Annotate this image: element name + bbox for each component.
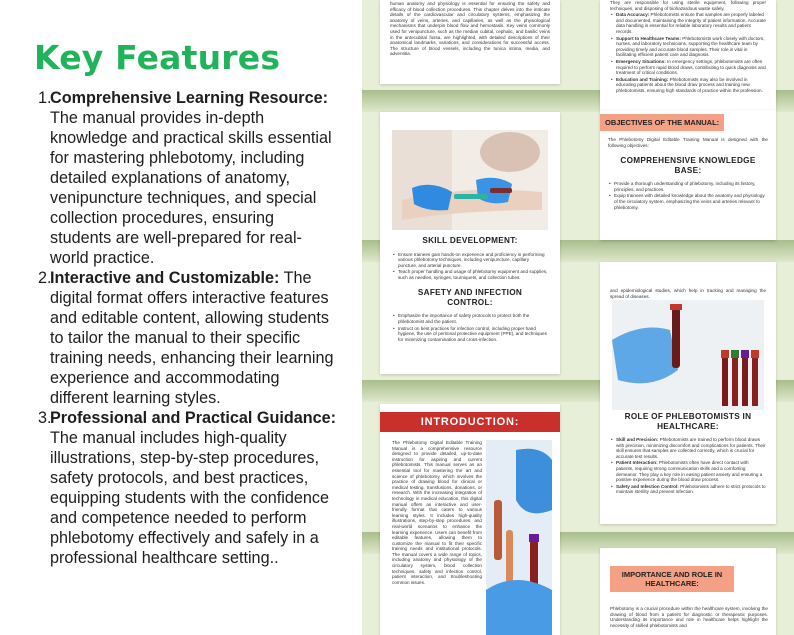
bullet-item: • Equip trainees with detailed knowledge about the anatomy and physiology of the circulatory system, emphasizing the veins and arteries relevant to phlebotomy. — [608, 193, 768, 210]
bullet-item — [610, 59, 766, 76]
bullet-text: In emergency settings, phlebotomists are often required to perform rapid blood draws, contributing to quick diagnosis and treatment of critical conditions. — [616, 58, 766, 76]
blood-tubes-photo — [612, 300, 764, 410]
objectives-heading: OBJECTIVES OF THE MANUAL: — [600, 114, 724, 131]
bullet-text: Phlebotomists work closely with doctors, nurses, and laboratory technicians, supporting the healthcare team by providing timely and accurate blood samples. Their role is vital in facilitating efficient patient care and diagnosis. — [616, 35, 765, 58]
bullet-item — [610, 460, 766, 482]
manual-page-anatomy — [380, 0, 560, 84]
importance-heading: IMPORTANCE AND ROLE IN HEALTHCARE: — [610, 566, 734, 592]
bullet-label: Patient Interaction: — [616, 460, 658, 466]
feature-number: 1. — [38, 89, 52, 107]
feature-text: The manual provides in-depth knowledge and practical skills essential for mastering phlebotomy, including detailed explanations of anatomy, venipuncture techniques, and special collection procedures, ensuring students are well-prepared for real-world practice. — [50, 109, 332, 267]
manual-pages-collage — [362, 0, 794, 635]
bullet-item — [610, 484, 766, 495]
manual-page-skills — [380, 112, 560, 374]
feature-title: Comprehensive Learning Resource: — [50, 89, 328, 107]
bullet-label: Emergency Situations: — [616, 58, 666, 64]
features-list — [38, 88, 338, 568]
lab-tubes-photo — [486, 440, 552, 635]
safety-heading: SAFETY AND INFECTION CONTROL: — [417, 288, 523, 307]
importance-text: Phlebotomy is a crucial procedure within the healthcare system, involving the drawing of blood from a patient for diagnostic or therapeutic purposes. Understanding its importance and role in healthcare helps highlight the necessity of skilled phlebotomists and — [610, 606, 768, 628]
feature-text: The manual includes high-quality illustrations, step-by-step procedures, safety protocols, and best practices, equipping students with the confidence and competence needed to perform phlebotomy effectively and safely in a professional healthcare setting.. — [50, 429, 329, 567]
bullet-item: • Emphasize the importance of safety protocols to protect both the phlebotomist and the patient. — [392, 313, 548, 324]
anatomy-text: human anatomy and physiology is essential for ensuring the safety and efficacy of blood collection procedures. This chapter delves into the intricate details of the cardiovascular and circulatory systems, emphasizing the anatomy of veins, arteries, and capillaries, as well as the physiological mechanisms that underpin blood flow and hemostasis. Key veins commonly used for venipuncture, such as the median cubital, cephalic, and basilic veins in the antecubital fossa, are highlighted, with detailed descriptions of their anatomical landmarks, variations, and considerations for successful access. The structure of blood vessels, including the tunica intima, media, and adventitia. — [390, 1, 550, 57]
manual-page-introduction — [380, 404, 560, 635]
bullet-text: Phlebotomists adhere to strict protocols to maintain sterility and prevent infection. — [616, 483, 766, 495]
feature-number: 3. — [38, 409, 52, 427]
blood-tubes-illustration — [612, 300, 764, 410]
introduction-text: The Phlebotomy Digital Editable Training Manual is a comprehensive resource designed to provide detailed, up-to-date instruction for aspiring and current phlebotomists. This manual serves as an essential tool for mastering the art and science of phlebotomy, which involves the practice of drawing blood for clinical or medical testing, transfusions, donations, or research. With the increasing integration of technology in medical education, this digital manual offers an interactive and user-friendly format that caters to various learning styles. It includes high-quality illustrations, step-by-step procedures, and real-world scenarios to enhance the learning experience. Users can benefit from editable features, allowing them to customize the manual to fit their specific training needs and institutional protocols. The manual covers a wide range of topics, including anatomy and physiology of the circulatory system, blood collection techniques, safety and infection control, patient interaction, and troubleshooting common issues. — [392, 440, 482, 585]
bullet-item — [610, 437, 766, 459]
bullet-text: Phlebotomists may also be involved in educating patients about the blood draw process and training new phlebotomists, ensuring high standards of practice within the profession. — [616, 76, 763, 93]
feature-item — [38, 268, 338, 408]
feature-title: Professional and Practical Guidance: — [50, 409, 337, 427]
objectives-intro: The Phlebotomy Digital Editable Training Manual is designed with the following objectives: — [608, 137, 768, 148]
bullet-text: Phlebotomists often have direct contact with patients, requiring strong communication skills and a comforting demeanor. They play a key role in easing patient anxiety and ensuring a positive experience during the blood draw process. — [616, 460, 763, 483]
blood-draw-illustration — [392, 130, 548, 230]
lab-tubes-illustration — [486, 440, 552, 635]
comprehensive-heading: COMPREHENSIVE KNOWLEDGE BASE: — [620, 156, 756, 175]
bullet-text: Phlebotomists are trained to perform blood draws with precision, minimizing discomfort and complications for patients. Their skill ensures that samples are collected correctly, which is crucial for accurate test results. — [616, 437, 766, 459]
feature-item — [38, 408, 338, 568]
feature-item — [38, 88, 338, 268]
bullet-label: Data Accuracy: — [616, 12, 650, 18]
bullet-label: Safety and Infection Control: — [616, 483, 679, 489]
skill-heading: SKILL DEVELOPMENT: — [422, 236, 518, 245]
blood-draw-photo — [392, 130, 548, 230]
introduction-heading: INTRODUCTION: — [380, 412, 560, 432]
bullet-item: • Teach proper handling and usage of phlebotomy equipment and supplies, such as needles, syringes, tourniquets, and collection tubes. — [392, 269, 548, 280]
bullet-label: Skill and Precision: — [616, 437, 659, 442]
bullet-label: Education and Training: — [616, 76, 669, 82]
bullet-item — [610, 36, 766, 58]
bullet-item — [610, 12, 766, 34]
bullet-item: • Instruct on best practices for infection control, including proper hand hygiene, the use of personal protective equipment (PPE), and techniques for minimizing contamination and cross-infection. — [392, 326, 548, 343]
bullet-item — [610, 77, 766, 94]
feature-number: 2. — [38, 269, 52, 287]
bullet-item: • Ensure trainees gain hands-on experience and proficiency in performing various phlebotomy techniques, including venipuncture, capillary puncture, and arterial puncture. — [392, 252, 548, 269]
bullet-label: Support to Healthcare Teams: — [616, 35, 682, 41]
role-intro: and epidemiological studies, which help in tracking and managing the spread of diseases. — [610, 288, 766, 299]
manual-page-responsibilities — [600, 0, 776, 110]
manual-page-role — [600, 262, 776, 524]
bullet-item: • Provide a thorough understanding of phlebotomy, including its history, principles, and practices. — [608, 181, 768, 192]
feature-text: The digital format offers interactive features and editable content, allowing students to tailor the manual to their specific training needs, enhancing their learning experience and accommodating different learning styles. — [50, 269, 334, 407]
manual-page-objectives — [600, 110, 776, 240]
key-features-panel — [0, 0, 362, 635]
page-title: Key Features — [34, 38, 281, 77]
feature-title: Interactive and Customizable: — [50, 269, 280, 287]
bullet-text: Phlebotomists ensure that samples are properly labeled and documented, maintaining the integrity of patient information. Accurate data handling is essential for reliable laboratory results and patient records. — [616, 12, 766, 34]
role-heading: ROLE OF PHLEBOTOMISTS IN HEALTHCARE: — [624, 412, 752, 431]
responsibilities-intro: They are responsible for using sterile equipment, following proper techniques, and disposing of biohazardous waste safely. — [610, 0, 766, 11]
manual-page-importance — [600, 548, 776, 635]
